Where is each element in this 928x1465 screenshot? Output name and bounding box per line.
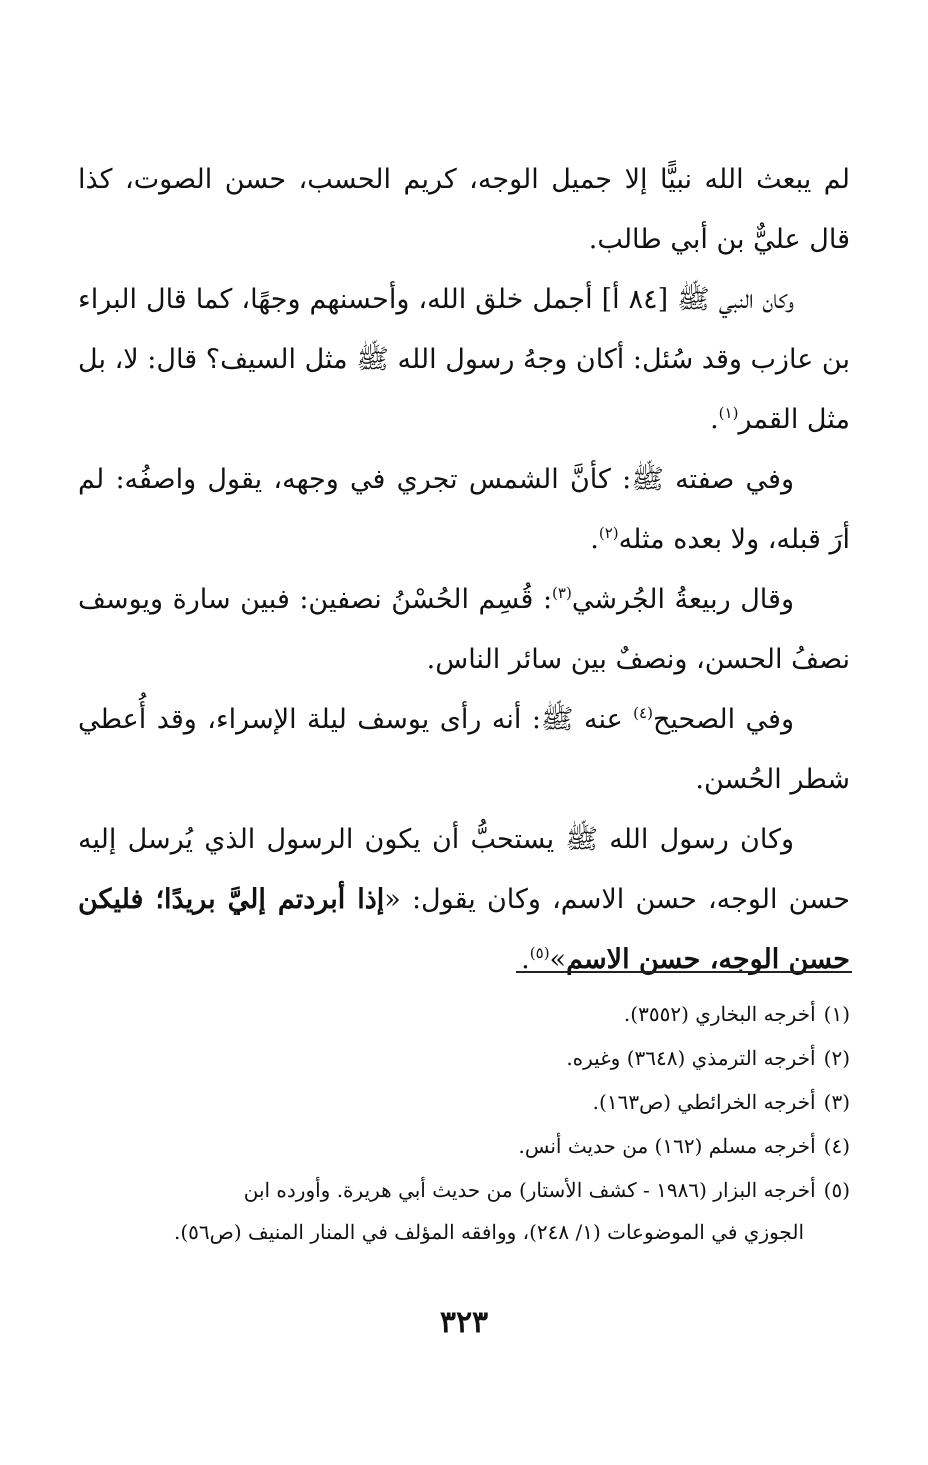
footnote-ref-1[interactable]: (١) — [718, 404, 739, 422]
footnote-2 — [70, 1036, 850, 1080]
paragraph-4 — [78, 570, 850, 690]
footnote-divider — [516, 971, 852, 973]
footnote-5-continuation: الجوزي في الموضوعات (١/ ٢٤٨)، ووافقه المؤلف في المنار المنيف (ص٥٦). — [174, 1220, 804, 1244]
footnote-ref-3[interactable]: (٣) — [552, 584, 572, 602]
paragraph-6: وكان رسول الله ﷺ يستحبُّ أن يكون الرسول الذي يُرسل إليه حسن الوجه، حسن الاسم، وكان يقول: «إذا أبردتم إليَّ بريدًا؛ فليكن حسن الوجه، حسن الاسم»$^{(٥)}$. — [78, 824, 850, 975]
footnote-5 — [70, 1168, 850, 1212]
main-text — [78, 150, 850, 990]
paragraph-5-text-b: عنه ﷺ: أنه رأى يوسف ليلة الإسراء، وقد أُعطي شطر الحُسن. — [78, 704, 850, 795]
paragraph-6-text-c: » — [549, 944, 567, 975]
footnote-number: (٤) — [823, 1134, 850, 1158]
paragraph-3-text: وفي صفته ﷺ: كأنَّ الشمس تجري في وجهه، يقول واصفُه: لم أرَ قبله، ولا بعده مثله — [78, 464, 850, 555]
footnote-text: أخرجه البزار (١٩٨٦ - كشف الأستار) من حديث أبي هريرة. وأورده ابن — [243, 1178, 816, 1202]
footnote-text: أخرجه الخرائطي (ص١٦٣). — [592, 1090, 816, 1114]
footnote-text: أخرجه مسلم (١٦٢) من حديث أنس. — [518, 1134, 816, 1158]
page-number: ٣٢٣ — [439, 1305, 489, 1340]
paragraph-1-text: لم يبعث الله نبيًّا إلا جميل الوجه، كريم الحسب، حسن الصوت، كذا قال عليٌّ بن أبي طالب. — [78, 164, 850, 255]
footnote-4 — [70, 1124, 850, 1168]
hadith-quote: إذا أبردتم إليَّ بريدًا؛ فليكن حسن الوجه، حسن الاسم — [78, 884, 850, 975]
paragraph-5-text-a: وفي الصحيح — [652, 704, 794, 735]
footnotes — [70, 992, 850, 1252]
paragraph-4-text-b: : قُسِم الحُسْنُ نصفين: فبين سارة ويوسف نصفُ الحسن، ونصفٌ بين سائر الناس. — [78, 584, 850, 675]
footnote-number: (٥) — [823, 1178, 850, 1202]
footnote-text: أخرجه الترمذي (٣٦٤٨) وغيره. — [566, 1046, 816, 1070]
footnote-number: (١) — [823, 1002, 850, 1026]
paragraph-5 — [78, 690, 850, 810]
paragraph-4-text-a: وقال ربيعةُ الجُرشي — [571, 584, 794, 615]
footnote-ref-2[interactable]: (٢) — [598, 524, 619, 542]
paragraph-2: وكان النبي ﷺ [٨٤ أ] أجمل خلق الله، وأحسنهم وجهًا، كما قال البراء بن عازب وقد سُئل: أكان وجهُ رسول الله ﷺ مثل السيف؟ قال: لا، بل مثل القمر$^{(١)}$. — [78, 284, 850, 435]
footnote-number: (٣) — [823, 1090, 850, 1114]
footnote-ref-4[interactable]: (٤) — [633, 704, 653, 722]
footnote-text: أخرجه البخاري (٣٥٥٢). — [623, 1002, 816, 1026]
footnote-ref-5[interactable]: (٥) — [529, 944, 550, 962]
footnote-1 — [70, 992, 850, 1036]
paragraph-6-text-a: وكان رسول الله ﷺ يستحبُّ أن يكون الرسول الذي يُرسل إليه حسن الوجه، حسن الاسم، وكان يقول: « — [78, 824, 850, 915]
footnote-number: (٢) — [823, 1046, 850, 1070]
paragraph-3: وفي صفته ﷺ: كأنَّ الشمس تجري في وجهه، يقول واصفُه: لم أرَ قبله، ولا بعده مثله$^{(٢)}$. — [78, 464, 850, 555]
paragraph-2-text: وكان النبي ﷺ [٨٤ أ] أجمل خلق الله، وأحسنهم وجهًا، كما قال البراء بن عازب وقد سُئل: أكان وجهُ رسول الله ﷺ مثل السيف؟ قال: لا، بل مثل القمر — [78, 284, 850, 435]
paragraph-1 — [78, 150, 850, 270]
footnote-3 — [70, 1080, 850, 1124]
